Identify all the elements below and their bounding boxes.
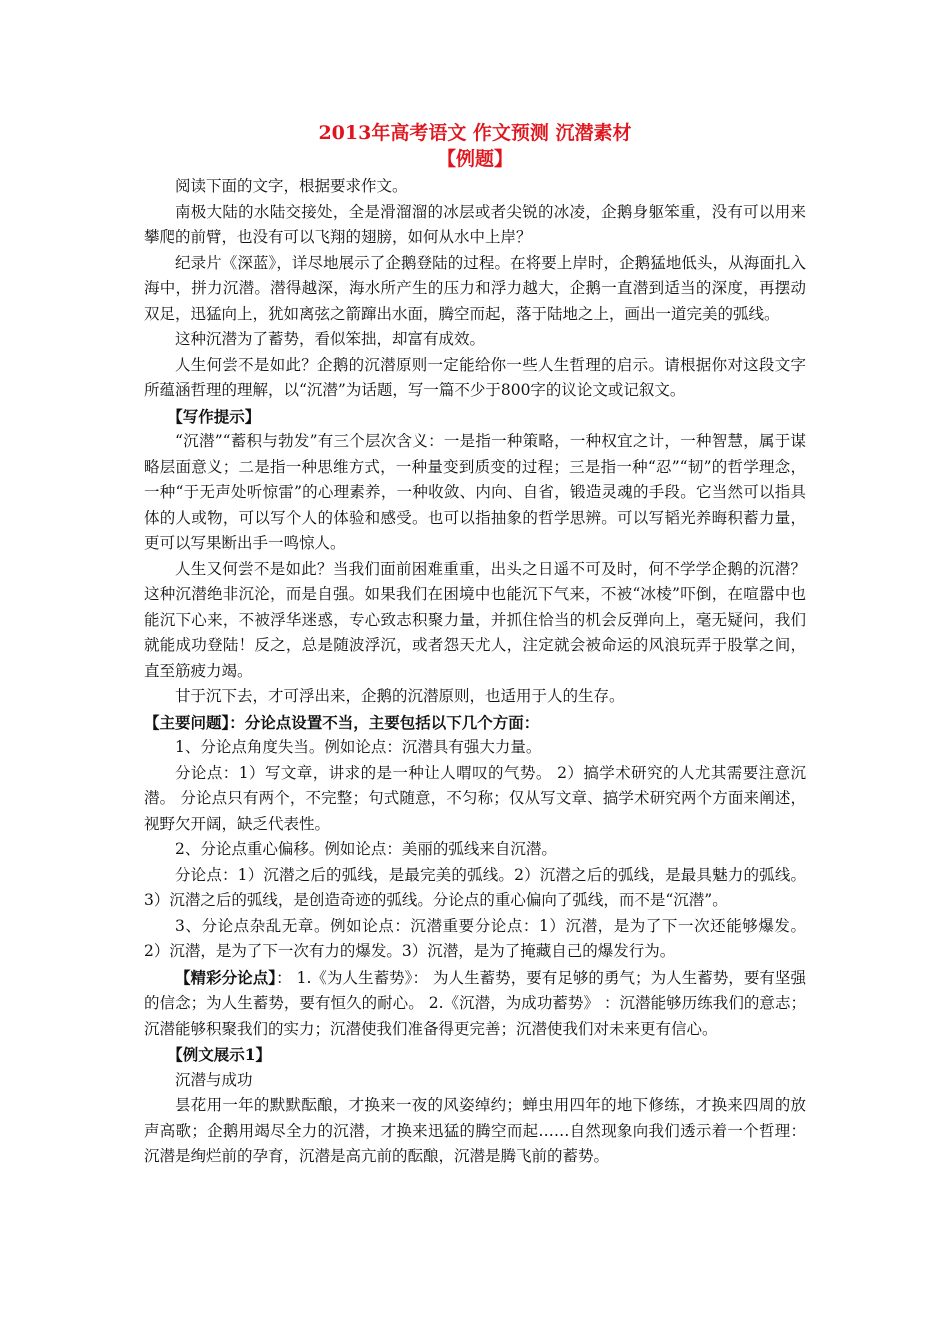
paragraph-excellent-points bbox=[144, 965, 806, 1043]
paragraph-instruction: 阅读下面的文字，根据要求作文。 bbox=[175, 177, 408, 195]
paragraph-tips-conclusion: 甘于沉下去，才可浮出来，企鹅的沉潜原则，也适用于人的生存。 bbox=[175, 687, 625, 705]
paragraph-problem-1-detail: 分论点：1）写文章，讲求的是一种让人喟叹的气势。 2）搞学术研究的人尤其需要注意沉潜。 分论点只有两个，不完整；句式随意，不匀称；仅从写文章、搞学术研究两个方面来阐述，视野欠开阔，缺乏代表性。 bbox=[144, 763, 806, 833]
document-subtitle: 【例题】 bbox=[436, 148, 513, 170]
paragraph-tips-meaning: “沉潜”“蓄积与勃发”有三个层次含义：一是指一种策略，一种权宜之计，一种智慧，属于谋略层面意义；二是指一种思维方式，一种量变到质变的过程；三是指一种“忍”“韧”的哲学理念，一种“于无声处听惊雷”的心理素养，一种收敛、内向、自省，锻造灵魂的手段。它当然可以指具体的人或物，可以写个人的体验和感受。也可以指抽象的哲学思辨。可以写韬光养晦积蓄力量，更可以写果断出手一鸣惊人。 bbox=[144, 432, 806, 552]
example-essay-title: 沉潜与成功 bbox=[175, 1070, 253, 1089]
excellent-points-label: 【精彩分论点】 bbox=[175, 967, 277, 987]
paragraph-problem-3: 3、分论点杂乱无章。例如论点：沉潜重要分论点：1）沉潜，是为了下一次还能够爆发。 2）沉潜，是为了下一次有力的爆发。3）沉潜，是为了掩藏自己的爆发行为。 bbox=[144, 916, 806, 960]
heading-writing-tips: 【写作提示】 bbox=[167, 406, 261, 426]
paragraph-tips-life: 人生又何尝不是如此？当我们面前困难重重，出头之日遥不可及时，何不学学企鹅的沉潜？这种沉潜绝非沉沦，而是自强。如果我们在困境中也能沉下气来，不被“冰棱”吓倒，在喧嚣中也能沉下心来，不被浮华迷惑，专心致志积聚力量，并抓住恰当的机会反弹向上，毫无疑问，我们就能成功登陆！反之，总是随波浮沉，或者怨天尤人，注定就会被命运的风浪玩弄于股掌之间，直至筋疲力竭。 bbox=[144, 559, 806, 680]
document-title: 2013年高考语文 作文预测 沉潜素材 bbox=[318, 122, 632, 144]
paragraph-problem-2: 2、分论点重心偏移。例如论点：美丽的弧线来自沉潜。 bbox=[175, 840, 557, 858]
paragraph-problem-2-detail: 分论点：1）沉潜之后的弧线，是最完美的弧线。2）沉潜之后的弧线，是最具魅力的弧线。3）沉潜之后的弧线，是创造奇迹的弧线。分论点的重心偏向了弧线，而不是“沉潜”。 bbox=[144, 865, 806, 909]
paragraph-problem-1: 1、分论点角度失当。例如论点：沉潜具有强大力量。 bbox=[175, 738, 542, 756]
paragraph-prompt: 人生何尝不是如此？企鹅的沉潜原则一定能给你一些人生哲理的启示。请根据你对这段文字所蕴涵哲理的理解，以“沉潜”为话题，写一篇不少于800字的议论文或记叙文。 bbox=[144, 355, 806, 399]
example-essay-paragraph: 昙花用一年的默默酝酿，才换来一夜的风姿绰约；蝉虫用四年的地下修练，才换来四周的放声高歌；企鹅用竭尽全力的沉潜，才换来迅猛的腾空而起……自然现象向我们透示着一个哲理：沉潜是绚烂前的孕育，沉潜是高亢前的酝酿，沉潜是腾飞前的蓄势。 bbox=[144, 1096, 806, 1165]
document-page bbox=[144, 120, 806, 1170]
paragraph-effect: 这种沉潜为了蓄势，看似笨拙，却富有成效。 bbox=[175, 330, 486, 348]
excellent-points-text: ： 1.《为人生蓄势》： 为人生蓄势，要有足够的勇气；为人生蓄势，要有坚强的信念；为人生蓄势，要有恒久的耐心。 2.《沉潜，为成功蓄势》 ：沉潜能够历练我们的意志；沉潜能够积聚我们的实力；沉潜使我们准备得更完善；沉潜使我们对未来更有信心。 bbox=[144, 968, 806, 1038]
heading-main-problem: 【主要问题】：分论点设置不当，主要包括以下几个方面： bbox=[144, 712, 540, 732]
heading-example-essay: 【例文展示1】 bbox=[167, 1045, 272, 1064]
paragraph-documentary: 纪录片《深蓝》，详尽地展示了企鹅登陆的过程。在将要上岸时，企鹅猛地低头，从海面扎入海中，拼力沉潜。潜得越深，海水所产生的压力和浮力越大，企鹅一直潜到适当的深度，再摆动双足，迅猛向上，犹如离弦之箭蹿出水面，腾空而起，落于陆地之上，画出一道完美的弧线。 bbox=[144, 253, 806, 323]
paragraph-antarctica: 南极大陆的水陆交接处，全是滑溜溜的冰层或者尖锐的冰凌，企鹅身躯笨重，没有可以用来攀爬的前臂，也没有可以飞翔的翅膀，如何从水中上岸？ bbox=[144, 202, 806, 246]
